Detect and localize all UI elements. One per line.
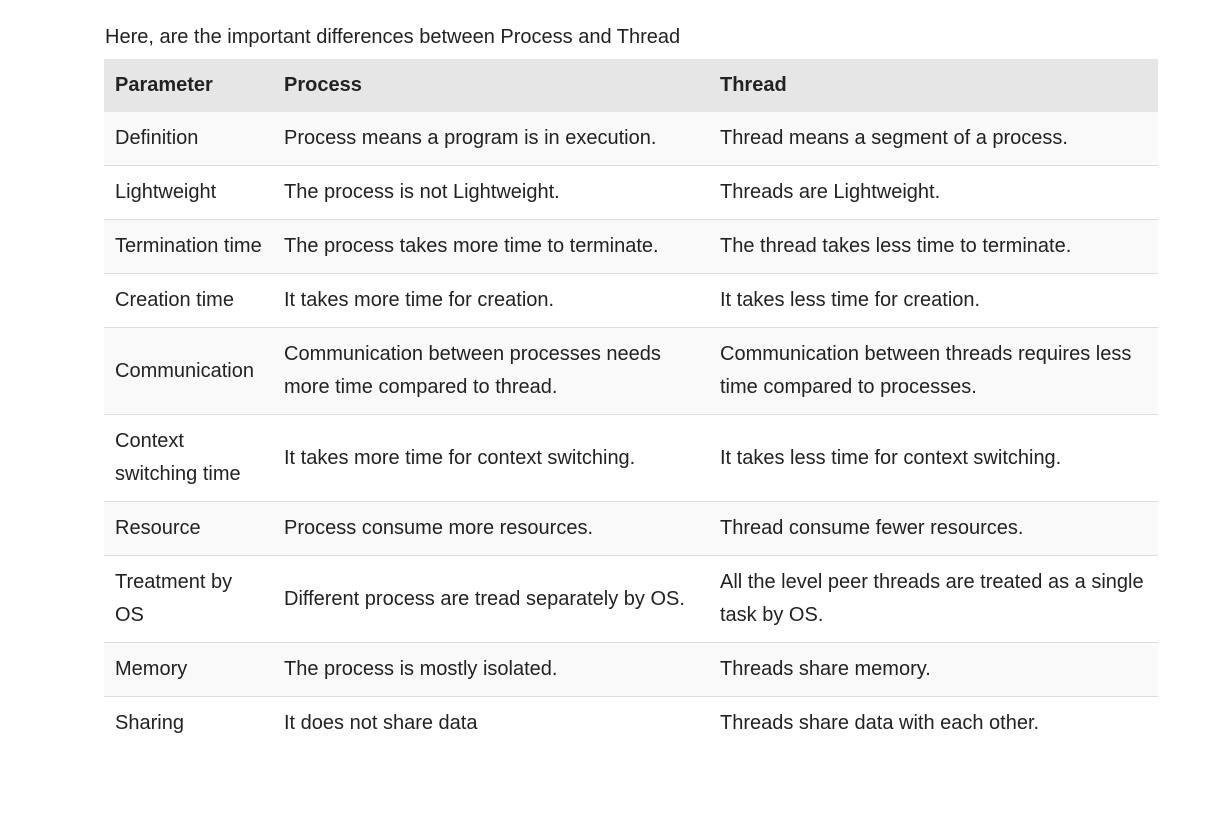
header-thread: Thread — [712, 59, 1158, 112]
comparison-table — [104, 59, 1158, 750]
table-row — [104, 643, 1158, 697]
table-row — [104, 112, 1158, 166]
cell-process: Process consume more resources. — [276, 502, 712, 556]
cell-parameter: Resource — [104, 502, 276, 556]
cell-parameter: Definition — [104, 112, 276, 166]
cell-parameter: Termination time — [104, 220, 276, 274]
cell-parameter: Communication — [104, 328, 276, 415]
cell-process: The process is mostly isolated. — [276, 643, 712, 697]
cell-thread: The thread takes less time to terminate. — [712, 220, 1158, 274]
table-row — [104, 697, 1158, 751]
header-process: Process — [276, 59, 712, 112]
table-header-row — [104, 59, 1158, 112]
cell-process: Process means a program is in execution. — [276, 112, 712, 166]
table-row — [104, 166, 1158, 220]
cell-parameter: Memory — [104, 643, 276, 697]
cell-process: Different process are tread separately by OS. — [276, 556, 712, 643]
cell-process: Communication between processes needs more time compared to thread. — [276, 328, 712, 415]
cell-process: The process takes more time to terminate. — [276, 220, 712, 274]
cell-parameter: Context switching time — [104, 415, 276, 502]
cell-parameter: Sharing — [104, 697, 276, 751]
cell-process: It takes more time for creation. — [276, 274, 712, 328]
cell-process: It does not share data — [276, 697, 712, 751]
table-row — [104, 415, 1158, 502]
cell-process: It takes more time for context switching. — [276, 415, 712, 502]
table-row — [104, 502, 1158, 556]
cell-thread: It takes less time for context switching. — [712, 415, 1158, 502]
cell-parameter: Treatment by OS — [104, 556, 276, 643]
cell-process: The process is not Lightweight. — [276, 166, 712, 220]
cell-thread: All the level peer threads are treated as a single task by OS. — [712, 556, 1158, 643]
table-row — [104, 220, 1158, 274]
cell-parameter: Lightweight — [104, 166, 276, 220]
cell-thread: Thread means a segment of a process. — [712, 112, 1158, 166]
cell-thread: Threads share memory. — [712, 643, 1158, 697]
cell-thread: Communication between threads requires less time compared to processes. — [712, 328, 1158, 415]
intro-text: Here, are the important differences between Process and Thread — [105, 26, 681, 48]
table-row — [104, 328, 1158, 415]
cell-thread: Threads share data with each other. — [712, 697, 1158, 751]
header-parameter: Parameter — [104, 59, 276, 112]
table-row — [104, 556, 1158, 643]
table-row — [104, 274, 1158, 328]
cell-parameter: Creation time — [104, 274, 276, 328]
cell-thread: It takes less time for creation. — [712, 274, 1158, 328]
cell-thread: Threads are Lightweight. — [712, 166, 1158, 220]
cell-thread: Thread consume fewer resources. — [712, 502, 1158, 556]
